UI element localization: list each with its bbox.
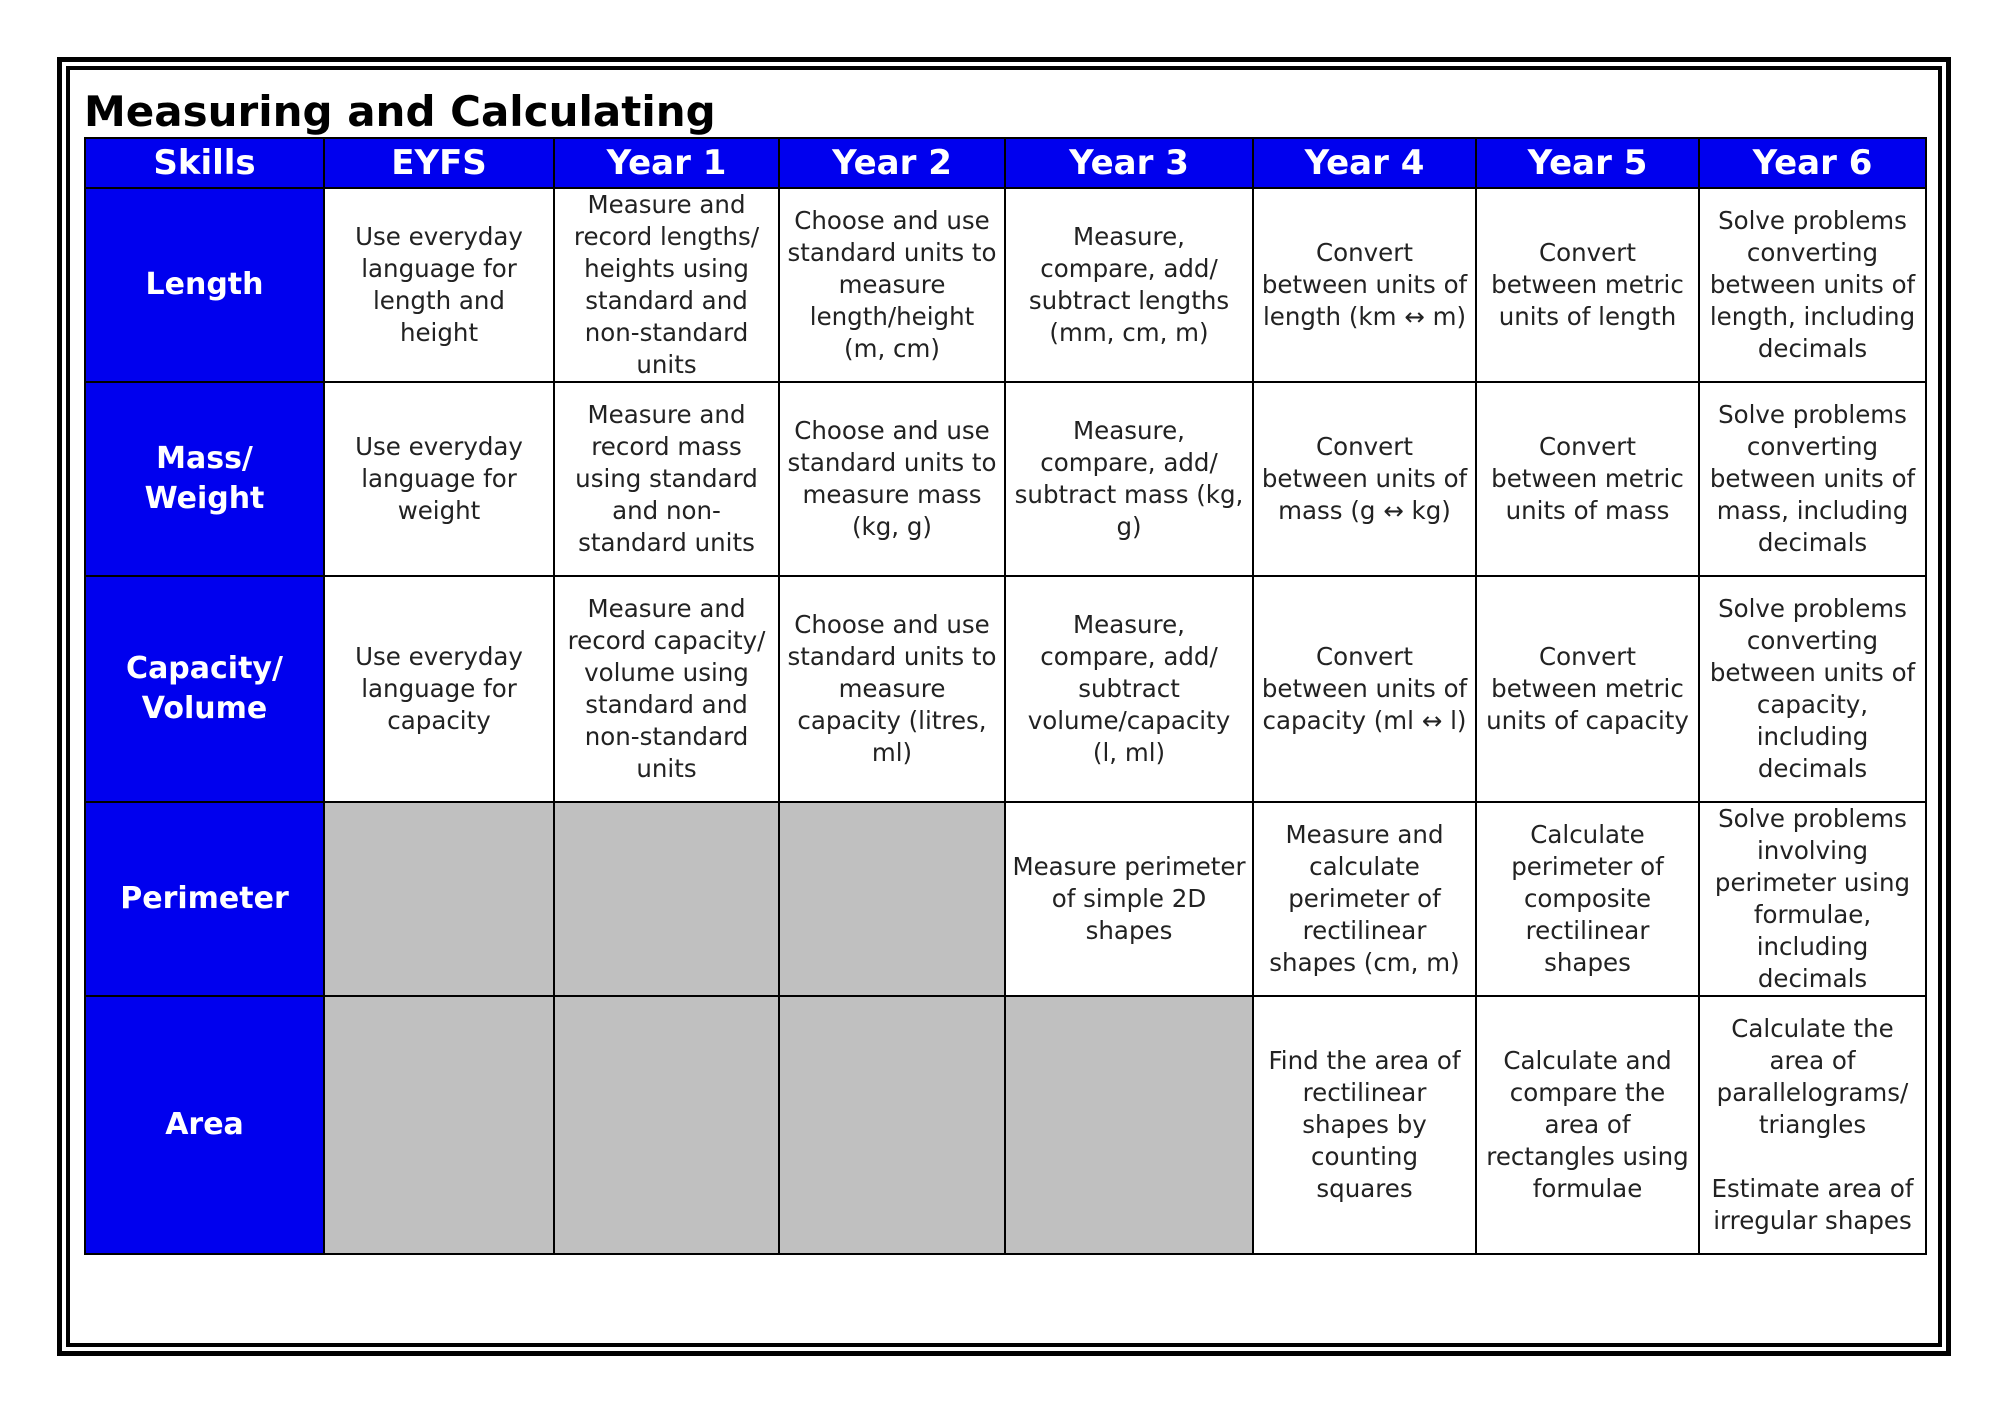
header-year-1: Year 1 [554,138,779,188]
skill-label-length: Length [85,188,324,382]
table-cell: Calculate and compare the area of rectangles using formulae [1476,996,1699,1254]
header-skills: Skills [85,138,324,188]
skill-label-mass-weight: Mass/ Weight [85,382,324,576]
empty-cell [554,802,779,996]
table-cell: Convert between units of capacity (ml ↔ l) [1253,576,1476,802]
table-row-capacity-volume [85,576,1926,802]
empty-cell [779,996,1005,1254]
table-row-mass-weight [85,382,1926,576]
table-cell: Convert between units of length (km ↔ m) [1253,188,1476,382]
empty-cell [324,996,554,1254]
table-cell: Measure, compare, add/ subtract volume/capacity (l, ml) [1005,576,1253,802]
header-row [85,138,1926,188]
table-cell: Convert between units of mass (g ↔ kg) [1253,382,1476,576]
skill-label-area: Area [85,996,324,1254]
table-cell: Measure perimeter of simple 2D shapes [1005,802,1253,996]
table-row-area [85,996,1926,1254]
table-cell: Measure and record capacity/ volume using standard and non-standard units [554,576,779,802]
table-cell: Solve problems involving perimeter using formulae, including decimals [1699,802,1926,996]
header-year-3: Year 3 [1005,138,1253,188]
table-cell: Calculate perimeter of composite rectilinear shapes [1476,802,1699,996]
table-cell: Choose and use standard units to measure mass (kg, g) [779,382,1005,576]
table-cell: Use everyday language for length and height [324,188,554,382]
table-cell: Find the area of rectilinear shapes by counting squares [1253,996,1476,1254]
table-cell: Use everyday language for weight [324,382,554,576]
table-cell: Measure and calculate perimeter of rectilinear shapes (cm, m) [1253,802,1476,996]
table-row-perimeter [85,802,1926,996]
table-cell: Choose and use standard units to measure length/height (m, cm) [779,188,1005,382]
empty-cell [554,996,779,1254]
header-year-4: Year 4 [1253,138,1476,188]
table-cell: Measure, compare, add/ subtract lengths (mm, cm, m) [1005,188,1253,382]
page-title: Measuring and Calculating [84,87,716,136]
table-cell: Calculate the area of parallelograms/ triangles Estimate area of irregular shapes [1699,996,1926,1254]
skill-label-capacity-volume: Capacity/ Volume [85,576,324,802]
skills-table [84,137,1927,1255]
header-year-5: Year 5 [1476,138,1699,188]
empty-cell [1005,996,1253,1254]
skill-label-perimeter: Perimeter [85,802,324,996]
table-cell: Measure and record mass using standard and non-standard units [554,382,779,576]
table-cell: Convert between metric units of length [1476,188,1699,382]
header-year-2: Year 2 [779,138,1005,188]
table-cell: Measure and record lengths/ heights using standard and non-standard units [554,188,779,382]
empty-cell [779,802,1005,996]
table-cell: Convert between metric units of capacity [1476,576,1699,802]
table-cell: Solve problems converting between units of length, including decimals [1699,188,1926,382]
table-cell: Measure, compare, add/ subtract mass (kg, g) [1005,382,1253,576]
table-cell: Use everyday language for capacity [324,576,554,802]
table-cell: Solve problems converting between units of mass, including decimals [1699,382,1926,576]
table-cell: Choose and use standard units to measure capacity (litres, ml) [779,576,1005,802]
empty-cell [324,802,554,996]
table-row-length [85,188,1926,382]
table-cell: Solve problems converting between units of capacity, including decimals [1699,576,1926,802]
header-year-6: Year 6 [1699,138,1926,188]
table-cell: Convert between metric units of mass [1476,382,1699,576]
header-eyfs: EYFS [324,138,554,188]
